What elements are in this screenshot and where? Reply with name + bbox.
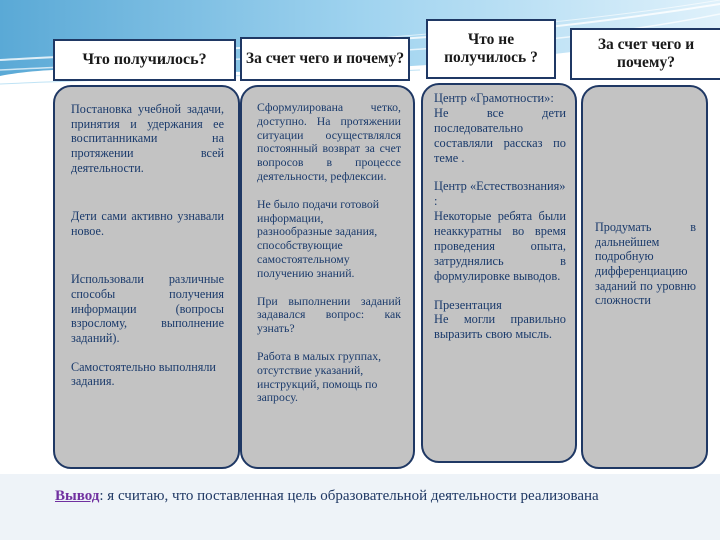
column-header-reasons: За счет чего и почему? (240, 37, 410, 81)
conclusion (55, 487, 675, 507)
bottom-band (0, 474, 720, 540)
conclusion-label: Вывод (55, 488, 100, 504)
card-remedy (581, 85, 708, 469)
remedy-item: Продумать в дальнейшем подробную дифференциацию заданий по уровню сложности (595, 220, 696, 308)
failure-heading: Центр «Естествознания» : (434, 179, 566, 209)
reason-item: При выполнении заданий задавался вопрос: как узнать? (257, 293, 401, 336)
success-item: Постановка учебной задачи, принятия и удержания ее воспитанниками на протяжении всей деятельности. (71, 102, 224, 175)
card-success (53, 85, 240, 469)
column-header-remedy: За счет чего и почему? (570, 28, 720, 80)
reason-item: Не было подачи готовой информации, разнообразные задания, способствующие самостоятельному получению знаний. (257, 196, 380, 280)
failure-heading: Центр «Грамотности»: (434, 91, 554, 105)
column-header-failures: Что не получилось ? (426, 19, 556, 79)
failure-item: Некоторые ребята были неаккуратны во время проведения опыта, затруднялись в формулировке выводов. (434, 209, 566, 283)
card-reasons (240, 85, 415, 469)
failure-heading: Презентация (434, 297, 502, 312)
conclusion-text: : я считаю, что поставленная цель образовательной деятельности реализована (99, 488, 599, 504)
reason-item: Работа в малых группах, отсутствие указаний, инструкций, помощь по запросу. (257, 348, 382, 405)
column-header-success: Что получилось? (53, 39, 236, 81)
reason-item: Сформулирована четко, доступно. На протяжении ситуации осуществлялся постоянный возврат за счет вопросов в процессе деятельности, рефлексии. (257, 100, 401, 183)
success-item: Самостоятельно выполняли задания. (71, 359, 216, 389)
success-item: Дети сами активно узнавали новое. (71, 209, 224, 238)
success-item: Использовали различные способы получения информации (вопросы взрослому, выполнение заданий). (71, 272, 224, 346)
failure-item: Не могли правильно выразить свою мысль. (434, 312, 566, 342)
failure-item: Не все дети последовательно составляли рассказ по теме . (434, 105, 566, 165)
card-failures (421, 83, 577, 463)
